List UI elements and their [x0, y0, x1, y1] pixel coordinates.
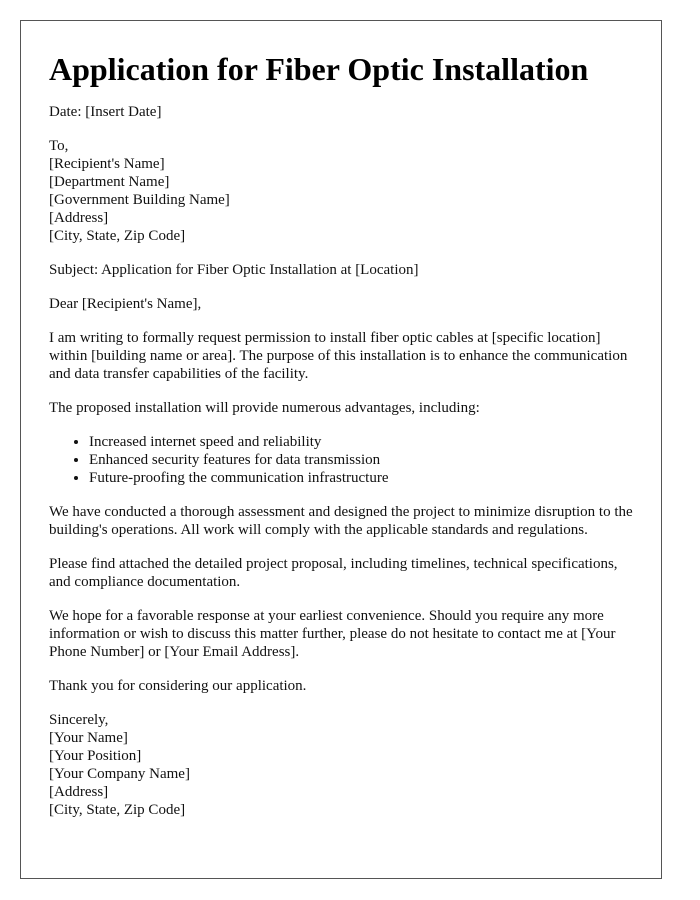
recipient-city: [City, State, Zip Code] — [49, 228, 186, 244]
signature-position: [Your Position] — [49, 748, 142, 764]
recipient-block — [49, 137, 633, 245]
recipient-address: [Address] — [49, 210, 109, 226]
advantage-item: • Increased internet speed and reliability — [89, 433, 633, 451]
signature-block — [49, 711, 633, 819]
signature-address: [Address] — [49, 784, 109, 800]
subject-line: Subject: Application for Fiber Optic Installation at [Location] — [49, 262, 419, 278]
advantages-list — [49, 433, 633, 487]
letter-title: Application for Fiber Optic Installation — [49, 51, 589, 87]
assessment-paragraph: We have conducted a thorough assessment and designed the project to minimize disruption to the building's operations. All work will comply with the applicable standards and regulations. — [49, 504, 633, 538]
intro-paragraph: I am writing to formally request permission to install fiber optic cables at [specific location] within [building name or area]. The purpose of this installation is to enhance the communication and data transfer capabilities of the facility. — [49, 330, 628, 382]
advantages-intro: The proposed installation will provide numerous advantages, including: — [49, 400, 480, 416]
advantage-item: • Enhanced security features for data transmission — [89, 451, 633, 469]
signature-city: [City, State, Zip Code] — [49, 802, 186, 818]
signature-company: [Your Company Name] — [49, 766, 190, 782]
letter-document — [20, 20, 662, 879]
signature-name: [Your Name] — [49, 730, 128, 746]
date-line: Date: [Insert Date] — [49, 104, 162, 120]
signature-closing: Sincerely, — [49, 712, 109, 728]
thanks-paragraph: Thank you for considering our application. — [49, 678, 307, 694]
salutation: Dear [Recipient's Name], — [49, 296, 202, 312]
attachments-paragraph: Please find attached the detailed project proposal, including timelines, technical specifications, and compliance documentation. — [49, 556, 618, 590]
recipient-name: [Recipient's Name] — [49, 156, 165, 172]
closing-request-paragraph: We hope for a favorable response at your earliest convenience. Should you require any more information or wish to discuss this matter further, please do not hesitate to contact me at [Your Phone Number] or [Your Email Address]. — [49, 608, 616, 660]
recipient-department: [Department Name] — [49, 174, 170, 190]
recipient-building: [Government Building Name] — [49, 192, 230, 208]
recipient-to: To, — [49, 138, 69, 154]
advantage-item: • Future-proofing the communication infrastructure — [89, 469, 633, 487]
